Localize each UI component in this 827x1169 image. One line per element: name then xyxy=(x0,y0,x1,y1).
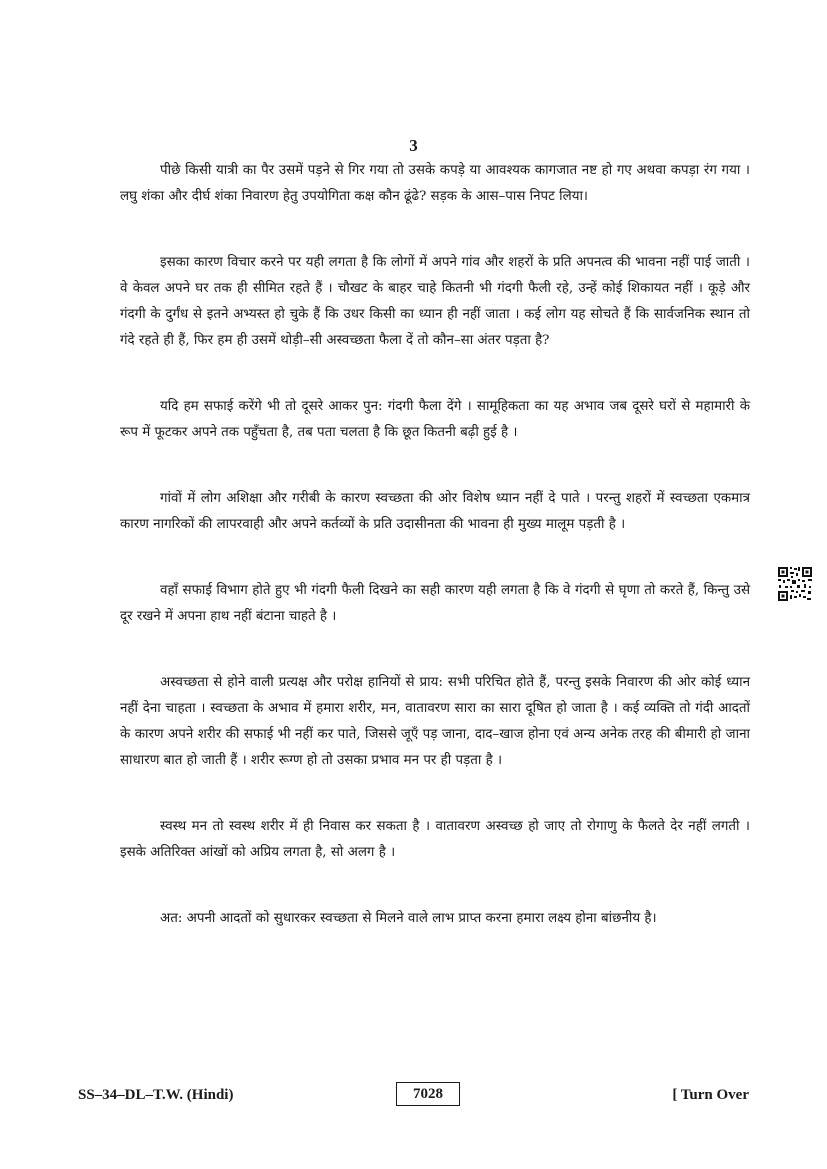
paragraph-2: इसका कारण विचार करने पर यही लगता है कि लोगों में अपने गांव और शहरों के प्रति अपनत्व की भावना नहीं पाई जाती । वे केवल अपने घर तक ही सीमित रहते हैं । चौखट के बाहर चाहे कितनी भी गंदगी फैली रहे, उन्हें कोई शिकायत नहीं । कूड़े और गंदगी के दुर्गंध से इतने अभ्यस्त हो चुके हैं कि उधर किसी का ध्यान ही नहीं जाता । कई लोग यह सोचते हैं कि सार्वजनिक स्थान तो गंदे रहते ही हैं, फिर हम ही उसमें थोड़ी–सी अस्वच्छता फैला दें तो कौन–सा अंतर पड़ता है? xyxy=(120,255,750,348)
paper-code: SS–34–DL–T.W. (Hindi) xyxy=(78,1087,234,1103)
document-body xyxy=(120,158,750,972)
paragraph-7: स्वस्थ मन तो स्वस्थ शरीर में ही निवास कर सकता है । वातावरण अस्वच्छ हो जाए तो रोगाणु के फैलते देर नहीं लगती । इसके अतिरिक्त आंखों को अप्रिय लगता है, सो अलग है । xyxy=(120,819,750,860)
page-box-number: 7028 xyxy=(396,1082,460,1106)
paragraph-1: पीछे किसी यात्री का पैर उसमें पड़ने से गिर गया तो उसके कपड़े या आवश्यक कागजात नष्ट हो गए अथवा कपड़ा रंग गया । लघु शंका और दीर्घ शंका निवारण हेतु उपयोगिता कक्ष कौन ढूंढे? सड़क के आस–पास निपट लिया। xyxy=(120,163,750,204)
page-footer xyxy=(0,1082,827,1112)
page-number: 3 xyxy=(409,136,418,155)
paragraph-5: वहाँ सफाई विभाग होते हुए भी गंदगी फैली दिखने का सही कारण यही लगता है कि वे गंदगी से घृणा तो करते हैं, किन्तु उसे दूर रखने में अपना हाथ नहीं बंटाना चाहते है । xyxy=(120,583,750,624)
paragraph-3: यदि हम सफाई करेंगे भी तो दूसरे आकर पुन: गंदगी फैला देंगे । सामूहिकता का यह अभाव जब दूसरे घरों से महामारी के रूप में फूटकर अपने तक पहुँचता है, तब पता चलता है कि छूत कितनी बढ़ी हुई है । xyxy=(120,399,750,440)
qr-code-icon xyxy=(777,566,813,602)
paragraph-4: गांवों में लोग अशिक्षा और गरीबी के कारण स्वच्छता की ओर विशेष ध्यान नहीं दे पाते । परन्तु शहरों में स्वच्छता एकमात्र कारण नागरिकों की लापरवाही और अपने कर्तव्यों के प्रति उदासीनता की भावना ही मुख्य मालूम पड़ती है । xyxy=(120,491,750,532)
paragraph-6: अस्वच्छता से होने वाली प्रत्यक्ष और परोक्ष हानियों से प्राय: सभी परिचित होते हैं, परन्तु इसके निवारण की ओर कोई ध्यान नहीं देना चाहता । स्वच्छता के अभाव में हमारा शरीर, मन, वातावरण सारा का सारा दूषित हो जाता है । कई व्यक्ति तो गंदी आदतों के कारण अपने शरीर की सफाई भी नहीं कर पाते, जिससे जूएँ पड़ जाना, दाद–खाज होना एवं अन्य अनेक तरह की बीमारी हो जाना साधारण बात हो जाती हैं । शरीर रूग्ण हो तो उसका प्रभाव मन पर ही पड़ता है । xyxy=(120,675,750,768)
turn-over-label: [ Turn Over xyxy=(672,1087,749,1103)
paragraph-8: अत: अपनी आदतों को सुधारकर स्वच्छता से मिलने वाले लाभ प्राप्त करना हमारा लक्ष्य होना बांछनीय है। xyxy=(160,911,657,926)
